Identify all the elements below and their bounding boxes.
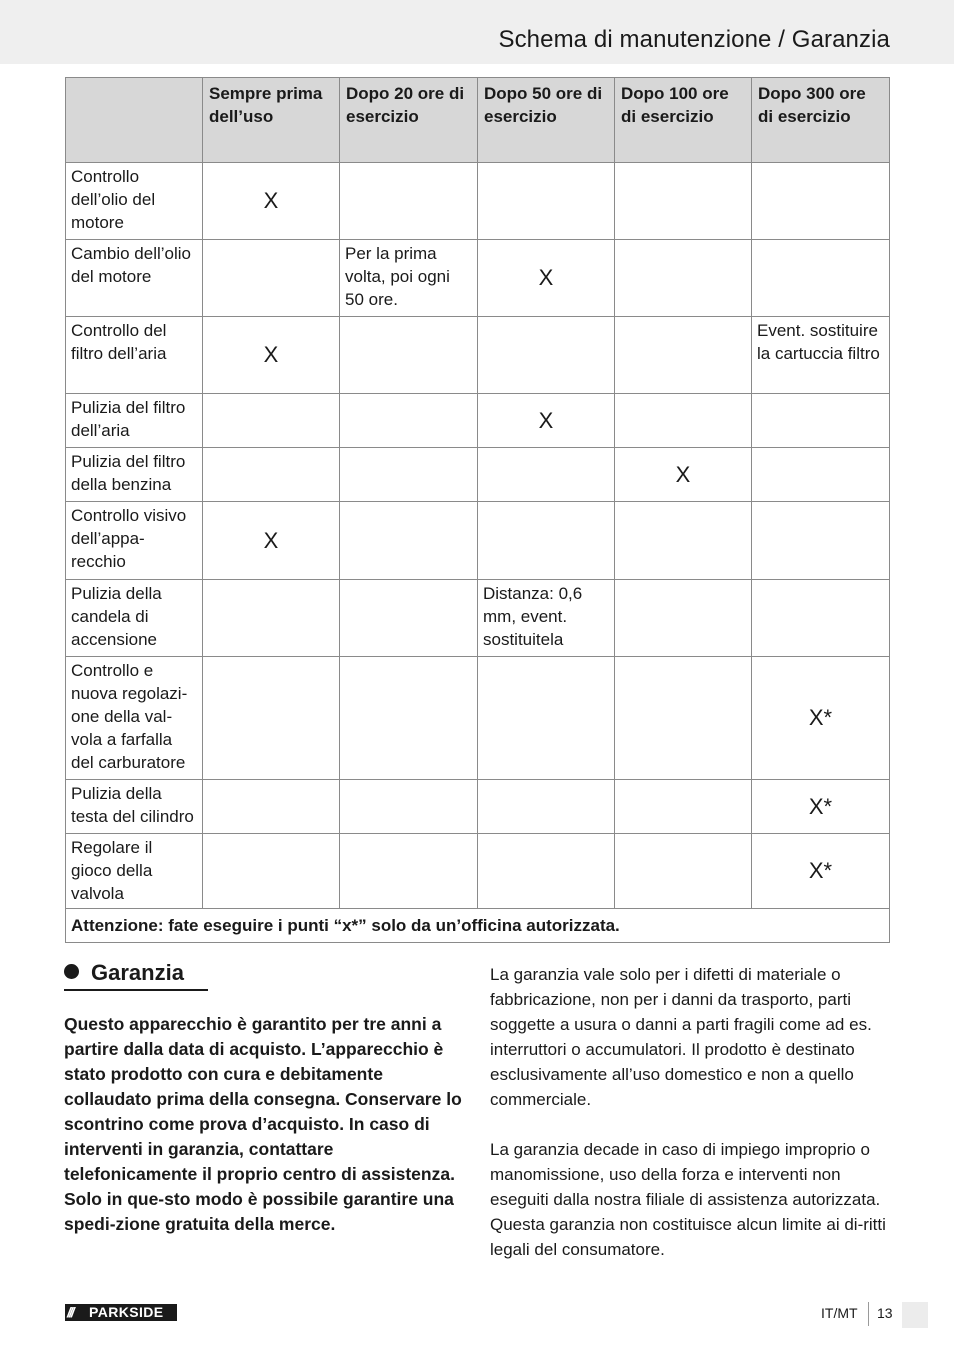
check-mark-cell: X* [752,780,890,834]
page-title: Schema di manutenzione / Garanzia [498,26,890,53]
table-row [66,502,890,580]
attention-note: Attenzione: fate eseguire i punti “x*” solo da un’officina autorizzata. [66,909,890,943]
maintenance-table [65,77,890,943]
table-cell [340,780,478,834]
task-cell: Controllo del filtro dell’aria [66,317,203,394]
table-header-row [66,78,890,163]
column-header: Dopo 300 ore di esercizio [752,78,890,163]
check-mark-cell: X [203,502,340,580]
task-cell: Pulizia del filtro dell’aria [66,394,203,448]
table-cell [615,580,752,657]
table-cell [752,394,890,448]
task-cell: Pulizia della testa del cilindro [66,780,203,834]
warranty-body [490,962,892,1287]
table-cell [615,317,752,394]
check-mark-cell: X [615,448,752,502]
warranty-bold-text: Questo apparecchio è garantito per tre anni a partire dalla data di acquisto. L’apparecchio è stato prodotto con cura e debitamente collaudato prima della consegna. Conservare lo scontrino come prova d’acquisto. In caso di interventi in garanzia, contattare telefonicamente il proprio centro di assistenza. Solo in que-sto modo è possibile garantire una spedi-zione gratuita della merce. [64,1014,462,1234]
footer-divider [868,1302,869,1326]
task-cell: Cambio dell’olio del motore [66,240,203,317]
warranty-heading [64,958,208,991]
bullet-icon [64,964,79,979]
table-cell [340,394,478,448]
check-mark-cell: X [203,317,340,394]
table-row [66,394,890,448]
warranty-paragraph-2: La garanzia decade in caso di impiego improprio o manomissione, uso della forza e interventi non eseguiti dalla nostra filiale di assistenza autorizzata. Questa garanzia non costituisce alcun limite ai di-ritti legali del consumatore. [490,1140,886,1259]
table-cell [615,657,752,780]
table-cell [203,834,340,909]
task-cell: Controllo dell’olio del motore [66,163,203,240]
table-cell [478,448,615,502]
table-cell [203,448,340,502]
check-mark-cell: X [478,240,615,317]
table-row [66,657,890,780]
task-cell: Pulizia della candela di accensione [66,580,203,657]
column-header: Sempre prima dell’uso [203,78,340,163]
table-cell: Per la prima volta, poi ogni 50 ore. [340,240,478,317]
table-cell [478,834,615,909]
table-cell [340,448,478,502]
table-row [66,317,890,394]
logo-text: PARKSIDE [89,1304,164,1320]
table-note-row [66,909,890,943]
warranty-heading-text: Garanzia [91,960,184,985]
table-cell [752,240,890,317]
table-cell [203,580,340,657]
table-row [66,448,890,502]
footer-tab-marker [902,1302,928,1328]
table-row [66,240,890,317]
logo-stripes: /// [67,1304,73,1320]
table-cell [752,502,890,580]
table-cell [478,317,615,394]
table-cell [752,448,890,502]
table-row [66,834,890,909]
task-cell: Controllo visivo dell’appa-recchio [66,502,203,580]
table-row [66,163,890,240]
parkside-logo [65,1304,177,1321]
table-cell [615,780,752,834]
table-cell [752,580,890,657]
task-cell: Pulizia del filtro della benzina [66,448,203,502]
table-cell [340,834,478,909]
table-cell [478,657,615,780]
check-mark-cell: X [478,394,615,448]
table-cell [615,163,752,240]
column-header [66,78,203,163]
task-cell: Controllo e nuova regolazi-one della val-vola a farfalla del carburatore [66,657,203,780]
table-cell [340,317,478,394]
column-header: Dopo 20 ore di esercizio [340,78,478,163]
column-header: Dopo 50 ore di esercizio [478,78,615,163]
table-cell [340,502,478,580]
table-cell [340,657,478,780]
task-cell: Regolare il gioco della valvola [66,834,203,909]
table-cell: Distanza: 0,6 mm, event. sostituitela [478,580,615,657]
table-row [66,580,890,657]
table-cell [340,163,478,240]
check-mark-cell: X [203,163,340,240]
table-cell [615,502,752,580]
table-cell [203,394,340,448]
footer-locale: IT/MT [821,1305,858,1321]
table-cell [340,580,478,657]
table-cell [478,502,615,580]
check-mark-cell: X* [752,657,890,780]
table-cell [478,780,615,834]
table-cell [615,394,752,448]
table-cell [203,240,340,317]
column-header: Dopo 100 ore di esercizio [615,78,752,163]
table-cell [752,163,890,240]
table-cell [203,657,340,780]
table-cell [203,780,340,834]
table-cell: Event. sostituire la cartuccia filtro [752,317,890,394]
page-number: 13 [877,1305,893,1321]
table-cell [478,163,615,240]
table-row [66,780,890,834]
warranty-paragraph-1: La garanzia vale solo per i difetti di materiale o fabbricazione, non per i danni da trasporto, parti soggette a usura o danni a parti fragili come ad es. interruttori o accumulatori. Il prodotto è destinato esclusivamente all’uso domestico e non a quello commerciale. [490,965,872,1109]
table-cell [615,834,752,909]
table-cell [615,240,752,317]
check-mark-cell: X* [752,834,890,909]
